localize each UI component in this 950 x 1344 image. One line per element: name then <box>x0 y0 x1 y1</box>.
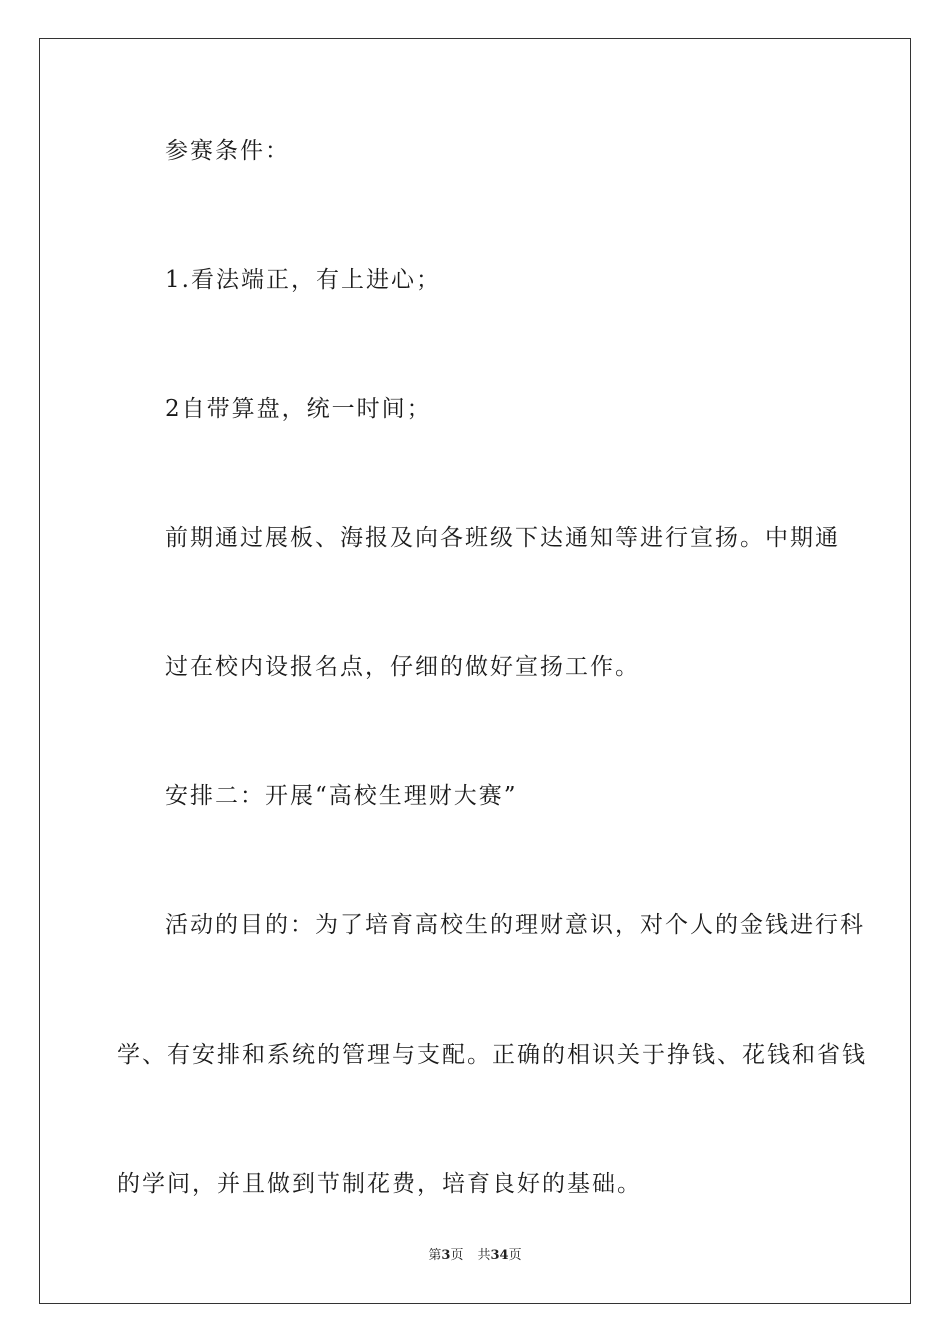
footer-page-suffix: 页 <box>450 1248 464 1263</box>
footer-total-suffix: 页 <box>508 1248 522 1263</box>
page-frame <box>39 38 911 1304</box>
footer-total-pages: 34 <box>490 1248 509 1263</box>
footer-total-prefix: 共 <box>477 1248 491 1263</box>
condition-item-2: 2自带算盘，统一时间； <box>165 396 432 422</box>
paragraph-purpose-line-1: 活动的目的：为了培育高校生的理财意识，对个人的金钱进行科 <box>165 912 865 938</box>
footer-page-number: 3 <box>441 1248 451 1263</box>
section-heading-plan-two: 安排二：开展“高校生理财大赛” <box>165 783 518 809</box>
condition-item-1: 1.看法端正，有上进心； <box>165 267 441 293</box>
paragraph-purpose-line-2: 学、有安排和系统的管理与支配。正确的相识关于挣钱、花钱和省钱 <box>117 1042 867 1068</box>
paragraph-purpose-line-3: 的学问，并且做到节制花费，培育良好的基础。 <box>117 1171 642 1197</box>
paragraph-promotion-line-1: 前期通过展板、海报及向各班级下达通知等进行宣扬。中期通 <box>165 525 840 551</box>
section-heading-conditions: 参赛条件： <box>165 138 290 164</box>
footer-page-prefix: 第 <box>428 1248 442 1263</box>
paragraph-promotion-line-2: 过在校内设报名点，仔细的做好宣扬工作。 <box>165 654 640 680</box>
page-footer <box>40 1247 910 1265</box>
